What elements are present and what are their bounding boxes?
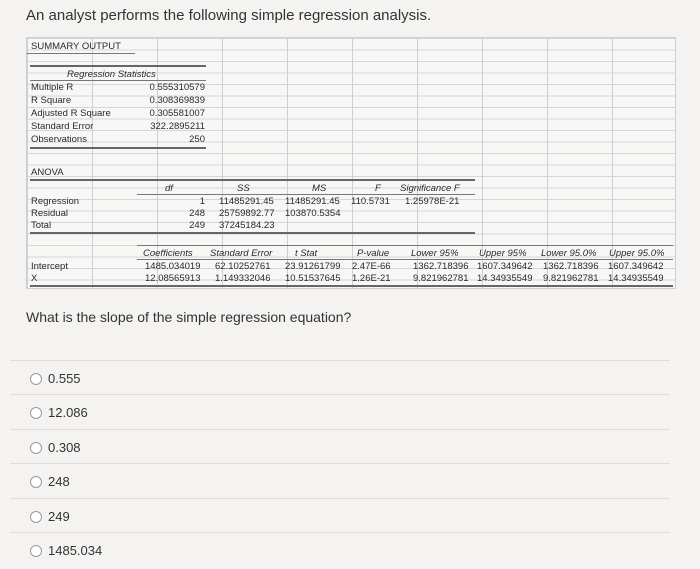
stat-value: 250 bbox=[189, 134, 205, 145]
radio-button-icon[interactable] bbox=[30, 545, 42, 557]
anova-row-label: Total bbox=[31, 220, 52, 231]
stat-value: 0.305581007 bbox=[149, 108, 205, 119]
question-prompt: What is the slope of the simple regression equation? bbox=[26, 309, 352, 325]
anova-header-ms: MS bbox=[312, 183, 327, 194]
radio-button-icon[interactable] bbox=[30, 442, 42, 454]
stat-label: Observations bbox=[31, 134, 87, 145]
option-0-308[interactable] bbox=[30, 440, 81, 455]
stat-label: R Square bbox=[31, 95, 72, 106]
coef-value: 1.149332046 bbox=[215, 273, 271, 284]
option-label: 0.555 bbox=[48, 371, 81, 386]
anova-ms: 103870.5354 bbox=[285, 208, 341, 219]
coef-value: 23.91261799 bbox=[285, 261, 341, 272]
stat-label: Multiple R bbox=[31, 82, 74, 93]
anova-significance-f: 1.25978E-21 bbox=[405, 196, 460, 207]
option-248[interactable] bbox=[30, 474, 70, 489]
stat-label: Adjusted R Square bbox=[31, 108, 111, 119]
coef-row-label: Intercept bbox=[31, 261, 68, 272]
coef-header: Coefficients bbox=[143, 248, 193, 259]
anova-f: 110.5731 bbox=[351, 196, 390, 207]
anova-df: 248 bbox=[189, 208, 205, 219]
coef-value: 14.34935549 bbox=[608, 273, 664, 284]
coef-value: 1607.349642 bbox=[608, 261, 664, 272]
coef-header: t Stat bbox=[295, 248, 318, 259]
stat-value: 322.2895211 bbox=[150, 121, 205, 132]
anova-ss: 11485291.45 bbox=[219, 196, 274, 207]
stat-label: Standard Error bbox=[31, 121, 94, 132]
option-label: 248 bbox=[48, 474, 70, 489]
option-249[interactable] bbox=[30, 509, 70, 524]
option-0-555[interactable] bbox=[30, 371, 81, 386]
anova-header-f: F bbox=[375, 183, 381, 194]
coef-row-label: X bbox=[31, 273, 38, 284]
coef-value: 14.34935549 bbox=[477, 273, 533, 284]
regression-statistics-title: Regression Statistics bbox=[67, 69, 156, 80]
anova-df: 249 bbox=[189, 220, 205, 231]
summary-title: SUMMARY OUTPUT bbox=[31, 41, 121, 52]
radio-button-icon[interactable] bbox=[30, 476, 42, 488]
stat-value: 0.308369839 bbox=[149, 95, 205, 106]
radio-button-icon[interactable] bbox=[30, 407, 42, 419]
anova-title: ANOVA bbox=[31, 167, 64, 178]
anova-df: 1 bbox=[199, 196, 205, 207]
question-intro: An analyst performs the following simple regression analysis. bbox=[26, 7, 432, 24]
coef-value: 10.51537645 bbox=[285, 273, 341, 284]
anova-row-label: Residual bbox=[31, 208, 68, 219]
coef-value: 1607.349642 bbox=[477, 261, 533, 272]
anova-ss: 37245184.23 bbox=[219, 220, 275, 231]
coef-value: 1485.034019 bbox=[145, 261, 201, 272]
option-label: 0.308 bbox=[48, 440, 81, 455]
anova-ss: 25759892.77 bbox=[219, 208, 275, 219]
coef-header: Lower 95% bbox=[411, 248, 459, 259]
coef-value: 62.10252761 bbox=[215, 261, 271, 272]
radio-button-icon[interactable] bbox=[30, 373, 42, 385]
coef-header: Upper 95.0% bbox=[609, 248, 665, 259]
coef-value: 9.821962781 bbox=[543, 273, 599, 284]
coef-header: Upper 95% bbox=[479, 248, 527, 259]
coef-value: 2.47E-66 bbox=[352, 261, 391, 272]
option-label: 1485.034 bbox=[48, 543, 103, 558]
coef-header: P-value bbox=[357, 248, 390, 259]
anova-header-df: df bbox=[165, 183, 173, 194]
coef-value: 9.821962781 bbox=[413, 273, 469, 284]
radio-button-icon[interactable] bbox=[30, 511, 42, 523]
coef-value: 1362.718396 bbox=[413, 261, 469, 272]
anova-row-label: Regression bbox=[31, 196, 80, 207]
option-1485-034[interactable] bbox=[30, 543, 102, 558]
stat-value: 0.555310579 bbox=[149, 82, 205, 93]
anova-header-significance-f: Significance F bbox=[400, 183, 460, 194]
option-12-086[interactable] bbox=[30, 405, 88, 420]
coef-value: 1362.718396 bbox=[543, 261, 599, 272]
option-label: 12.086 bbox=[48, 405, 88, 420]
option-label: 249 bbox=[48, 509, 70, 524]
regression-output-table bbox=[26, 37, 676, 289]
anova-ms: 11485291.45 bbox=[285, 196, 340, 207]
coef-header: Standard Error bbox=[210, 248, 273, 259]
coef-header: Lower 95.0% bbox=[541, 248, 597, 259]
anova-header-ss: SS bbox=[237, 183, 250, 194]
coef-value: 12.08565913 bbox=[145, 273, 201, 284]
coef-value: 1.26E-21 bbox=[352, 273, 391, 284]
